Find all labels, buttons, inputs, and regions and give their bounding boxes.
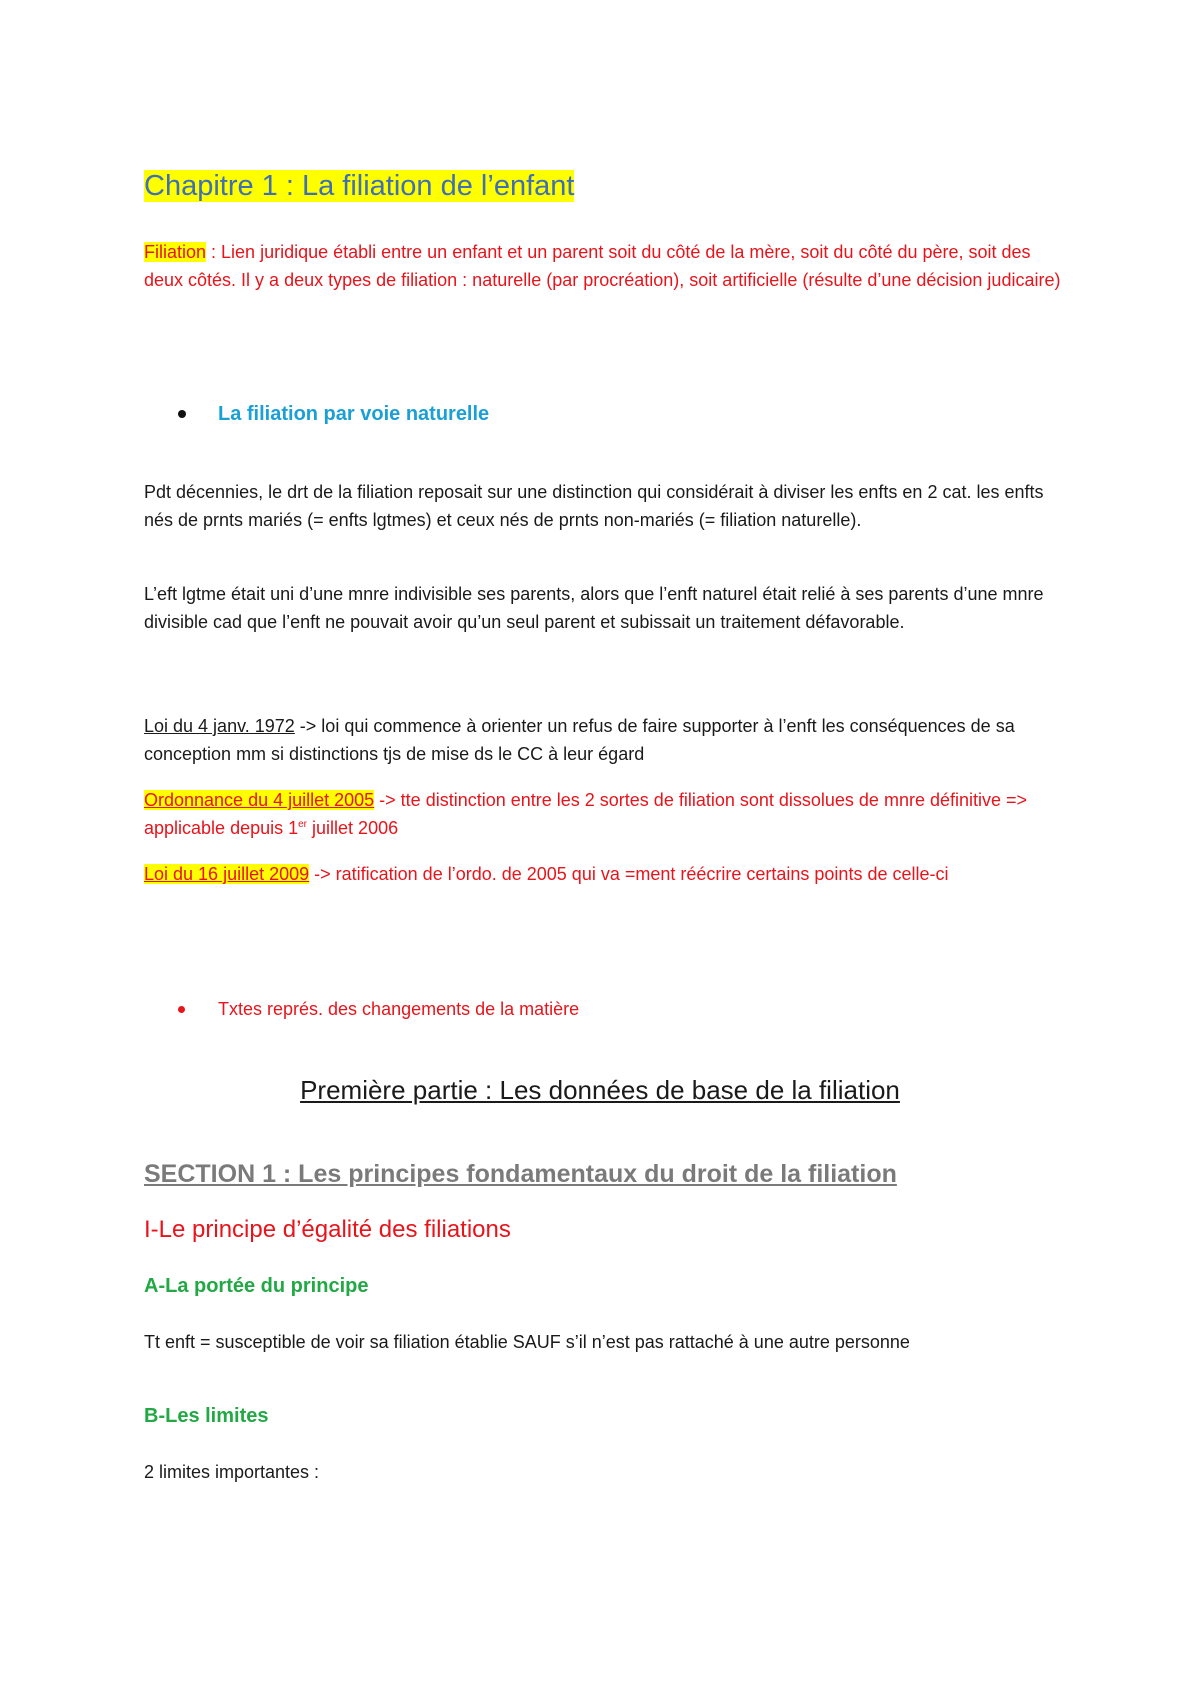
- heading-A: A-La portée du principe: [144, 1275, 369, 1297]
- part-title: [0, 1073, 1200, 1107]
- paragraph-decennies: Pdt décennies, le drt de la filiation reposait sur une distinction qui considérait à diviser les enfts en 2 cat. les enfts nés de prnts mariés (= enfts lgtmes) et ceux nés de prnts non-mariés (= filiation naturelle).: [144, 482, 1044, 530]
- ordonnance-2005-sup: er: [298, 819, 308, 830]
- ordonnance-2005-title: Ordonnance du 4 juillet 2005: [144, 790, 375, 810]
- paragraph-loi-1972: [144, 712, 1064, 768]
- paragraph-eft-lgtme: L’eft lgtme était uni d’une mnre indivisible ses parents, alors que l’enft naturel était relié à ses parents d’une mnre divisible cad que l’enft ne pouvait avoir qu’un seul parent et subissait un traitement défavorable.: [144, 584, 1044, 632]
- chapter-title: [144, 168, 1064, 204]
- bullet-icon: [178, 1006, 185, 1013]
- ordonnance-2005-text-end: juillet 2006: [307, 818, 399, 838]
- bullet-label: La filiation par voie naturelle: [218, 403, 490, 425]
- bullet-icon: [178, 410, 186, 418]
- bullet-label: Txtes représ. des changements de la matière: [218, 999, 580, 1019]
- definition-paragraph: [144, 238, 1064, 294]
- law-2009-text: -> ratification de l’ordo. de 2005 qui va =ment réécrire certains points de celle-ci: [309, 864, 949, 884]
- chapter-title-text: Chapitre 1 : La filiation de l’enfant: [144, 170, 575, 202]
- section-title: SECTION 1 : Les principes fondamentaux du droit de la filiation: [144, 1160, 897, 1188]
- definition-term: Filiation: [144, 242, 207, 262]
- heading-I: I-Le principe d’égalité des filiations: [144, 1216, 511, 1243]
- paragraph-loi-2009: [144, 860, 1064, 888]
- law-2009-title: Loi du 16 juillet 2009: [144, 864, 310, 884]
- paragraph-portee: Tt enft = susceptible de voir sa filiation établie SAUF s’il n’est pas rattaché à une autre personne: [144, 1332, 910, 1352]
- ordonnance-2005-text: -> tte distinction entre les 2 sortes de filiation sont dissolues de mnre définitive => applicable depuis 1: [144, 790, 1028, 838]
- law-1972-text: -> loi qui commence à orienter un refus de faire supporter à l’enft les conséquences de sa conception mm si distinctions tjs de mise ds le CC à leur égard: [144, 716, 1015, 764]
- law-1972-title: Loi du 4 janv. 1972: [144, 716, 295, 736]
- paragraph-ordonnance-2005: [144, 786, 1064, 842]
- heading-B: B-Les limites: [144, 1405, 269, 1427]
- definition-text: : Lien juridique établi entre un enfant et un parent soit du côté de la mère, soit du côté du père, soit des deux côtés. Il y a deux types de filiation : naturelle (par procréation), soit artificielle (résulte d’une décision judicaire): [144, 242, 1061, 290]
- part-title-text: Première partie : Les données de base de la filiation: [300, 1075, 900, 1105]
- paragraph-limites: 2 limites importantes :: [144, 1462, 320, 1482]
